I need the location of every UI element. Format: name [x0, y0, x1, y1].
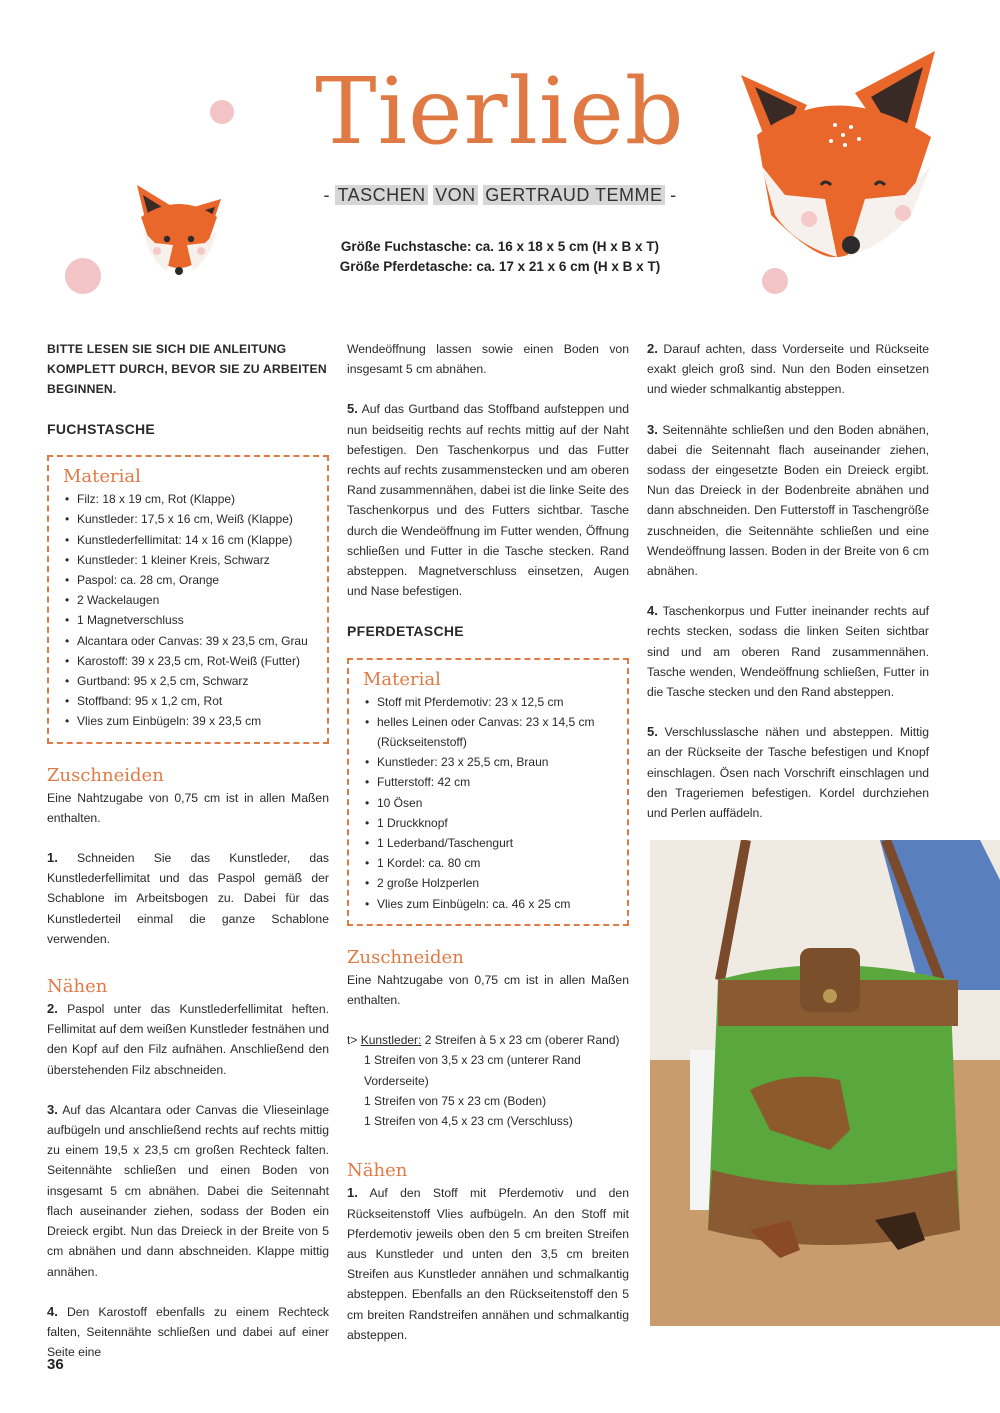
- list-item: • Kunstleder: 17,5 x 16 cm, Weiß (Klappe): [77, 509, 315, 529]
- subtitle-part: GERTRAUD TEMME: [485, 185, 663, 205]
- subtitle-dash: -: [670, 185, 677, 205]
- list-item: • 1 Kordel: ca. 80 cm: [377, 853, 615, 873]
- column-2: [347, 339, 629, 1365]
- step-3: [47, 1100, 329, 1282]
- step-number: 1.: [47, 850, 58, 866]
- zuschneiden-heading: Zuschneiden: [347, 946, 464, 968]
- step-text: Den Karostoff ebenfalls zu einem Rechteck falten, Seitennähte schließen und dabei auf einer Seite eine: [47, 1304, 330, 1360]
- step-number: 5.: [347, 401, 358, 417]
- intro-note: BITTE LESEN SIE SICH DIE ANLEITUNG KOMPLETT DURCH, BEVOR SIE ZU ARBEITEN BEGINNEN.: [47, 342, 327, 396]
- step-number: 3.: [47, 1101, 58, 1117]
- list-item: • 1 Druckknopf: [377, 813, 615, 833]
- cut-list: [347, 1030, 629, 1131]
- cut-line: 1 Streifen von 3,5 x 23 cm (unterer Rand: [364, 1053, 581, 1068]
- page-number: 36: [47, 1356, 64, 1373]
- step-number: 4.: [47, 1303, 58, 1319]
- list-item: • helles Leinen oder Canvas: 23 x 14,5 cm (Rückseitenstoff): [377, 712, 615, 752]
- naehen-heading: Nähen: [347, 1160, 408, 1182]
- list-item: • 1 Lederband/Taschengurt: [377, 833, 615, 853]
- list-item: • Kunstlederfellimitat: 14 x 16 cm (Klappe): [77, 530, 315, 550]
- subtitle-part: VON: [435, 185, 476, 205]
- zuschneiden-heading: Zuschneiden: [47, 764, 164, 786]
- material-list: [363, 692, 615, 914]
- step-3: [647, 420, 929, 582]
- cut-line: 1 Streifen von 75 x 23 cm (Boden): [364, 1093, 547, 1108]
- dimensions-fuchs: Größe Fuchstasche: ca. 16 x 18 x 5 cm (H x B x T): [340, 239, 660, 254]
- list-item: • Kunstleder: 23 x 25,5 cm, Braun: [377, 752, 615, 772]
- list-item: • Gurtband: 95 x 2,5 cm, Schwarz: [77, 671, 315, 691]
- list-item: • 1 Magnetverschluss: [77, 610, 315, 630]
- list-item: • Alcantara oder Canvas: 39 x 23,5 cm, Grau: [77, 631, 315, 651]
- step-1: [347, 1183, 629, 1345]
- step-5: [347, 399, 629, 601]
- list-item: • 10 Ösen: [377, 793, 615, 813]
- step-number: 4.: [647, 603, 658, 619]
- list-item: • Paspol: ca. 28 cm, Orange: [77, 570, 315, 590]
- list-item: • Vlies zum Einbügeln: ca. 46 x 25 cm: [377, 894, 615, 914]
- step-5: [647, 722, 929, 823]
- column-1: [47, 339, 329, 1382]
- step-text: Darauf achten, dass Vorderseite und Rückseite exakt gleich groß sind. Nun den Boden einsetzen und wieder schmalkantig absteppen.: [647, 342, 929, 397]
- naehen-heading: Nähen: [47, 976, 108, 998]
- step-4-continued: Wendeöffnung lassen sowie einen Boden von insgesamt 5 cm abnähen.: [347, 342, 629, 377]
- zuschneiden-text: Eine Nahtzugabe von 0,75 cm ist in allen Maßen enthalten.: [47, 790, 329, 825]
- dimensions: [0, 237, 1000, 277]
- page-title: Tierlieb: [315, 58, 685, 165]
- list-item: • 2 Wackelaugen: [77, 590, 315, 610]
- step-number: 2.: [647, 341, 658, 356]
- material-list: [63, 489, 315, 731]
- subtitle-part: TASCHEN: [337, 185, 426, 205]
- page-subtitle: [0, 185, 1000, 206]
- list-item: • Stoffband: 95 x 1,2 cm, Rot: [77, 691, 315, 711]
- cut-label: Kunstleder:: [360, 1033, 422, 1048]
- material-heading: Material: [363, 668, 441, 690]
- step-text: Auf das Alcantara oder Canvas die Vlieseinlage aufbügeln und anschließend rechts auf rechts mittig zu einem 19,5 x 23,5 cm großen Rechteck falten. Seitennähte schließen und einen Boden von insgesamt 5 cm abnähen. Dabei die Seitennaht flach auseinander ziehen, sodass der Boden ein Dreieck ergibt. Nun das Dreieck in der Breite von 5 cm abnähen und dann abschneiden. Klappe mittig annähen.: [47, 1102, 330, 1279]
- subtitle-dash: -: [323, 185, 330, 205]
- step-text: Auf den Stoff mit Pferdemotiv und den Rückseitenstoff Vlies aufbügeln. An den Stoff mit Pferdemotiv jeweils oben den 5 cm breiten Streifen aus Kunstleder und unten den 3,5 cm breiten Streifen aus Kunstleder annähen und schmalkantig absteppen. Ebenfalls an den Rückseitenstoff den 5 cm breiten Randstreifen annähen und schmalkantig absteppen.: [347, 1186, 629, 1342]
- cut-text: 2 Streifen à 5 x 23 cm (oberer Rand): [424, 1033, 620, 1048]
- cut-marker: t>: [347, 1033, 358, 1048]
- cut-line: 1 Streifen von 4,5 x 23 cm (Verschluss): [364, 1114, 573, 1129]
- list-item: • Filz: 18 x 19 cm, Rot (Klappe): [77, 489, 315, 509]
- list-item: • Stoff mit Pferdemotiv: 23 x 12,5 cm: [377, 692, 615, 712]
- step-text: Verschlusslasche nähen und absteppen. Mittig an der Rückseite der Tasche befestigen und Knopf einschlagen. Ösen nach Vorschrift einschlagen und den Trageriemen befestigen. Kordel durchziehen und Perlen auffädeln.: [647, 725, 929, 821]
- material-heading: Material: [63, 466, 141, 488]
- step-text: Schneiden Sie das Kunstleder, das Kunstlederfellimitat und das Paspol gemäß der Schablone im Arbeitsbogen zu. Dabei für das Kunstlederteil einmal die ganze Schablone verwenden.: [47, 851, 329, 946]
- horse-bag-photo: [650, 840, 1000, 1326]
- step-text: Taschenkorpus und Futter ineinander rechts auf rechts stecken, sodass die linken Seiten sichtbar sind und am oberen Rand zusammennähen. Tasche wenden, Wendeöffnung schließen, Futter in die Tasche stecken und den Rand absteppen.: [647, 604, 929, 700]
- step-number: 1.: [347, 1185, 358, 1201]
- section-heading-pferdetasche: PFERDETASCHE: [347, 623, 464, 640]
- list-item: • 2 große Holzperlen: [377, 873, 615, 893]
- step-4: [47, 1302, 329, 1363]
- step-text: Paspol unter das Kunstlederfellimitat heften. Fellimitat auf dem weißen Kunstleder festnähen und den Kopf auf den Filz aufnähen. Anschließend den überstehenden Filz abschneiden.: [47, 1002, 329, 1077]
- step-text: Auf das Gurtband das Stoffband aufsteppen und nun beidseitig rechts auf rechts mittig auf der Naht befestigen. Den Taschenkorpus und das Futter rechts auf rechts zusammenstecken und am oberen Rand zusammennähen, dabei ist die linke Seite des Taschenkorpus und des Futters sichtbar. Tasche durch die Wendeöffnung im Futter wenden, Öffnung schließen und Futter in die Tasche stecken. Rand absteppen. Magnetverschluss einsetzen, Augen und Nase befestigen.: [347, 402, 629, 599]
- list-item: • Futterstoff: 42 cm: [377, 772, 615, 792]
- dimensions-pferd: Größe Pferdetasche: ca. 17 x 21 x 6 cm (H x B x T): [339, 259, 661, 274]
- step-number: 5.: [647, 724, 658, 740]
- step-1: [47, 848, 329, 949]
- material-box-fuchs: [47, 455, 329, 743]
- list-item: • Vlies zum Einbügeln: 39 x 23,5 cm: [77, 711, 315, 731]
- step-number: 2.: [47, 1001, 58, 1017]
- column-3: [647, 339, 929, 843]
- cut-line: Vorderseite): [364, 1073, 429, 1088]
- section-heading-fuchstasche: FUCHSTASCHE: [47, 421, 156, 437]
- step-2: [647, 339, 929, 400]
- step-number: 3.: [647, 421, 658, 437]
- material-box-pferd: [347, 658, 629, 926]
- list-item: • Kunstleder: 1 kleiner Kreis, Schwarz: [77, 550, 315, 570]
- list-item: • Karostoff: 39 x 23,5 cm, Rot-Weiß (Futter): [77, 651, 315, 671]
- cut-line: [347, 1030, 629, 1050]
- step-2: [47, 999, 329, 1080]
- step-4: [647, 601, 929, 702]
- zuschneiden-text: Eine Nahtzugabe von 0,75 cm ist in allen Maßen enthalten.: [347, 972, 629, 1008]
- step-text: Seitennähte schließen und den Boden abnähen, dabei die Seitennaht flach auseinander ziehen, sodass der eingesetzte Boden ein Dreieck ergibt. Nun das Dreieck in der Bodenbreite abnähen und dann abschneiden. Den Futterstoff in Taschengröße zuschneiden, die Seitennähte schließen und eine Wendeöffnung lassen. Boden in der Breite von 6 cm abnähen.: [647, 422, 930, 579]
